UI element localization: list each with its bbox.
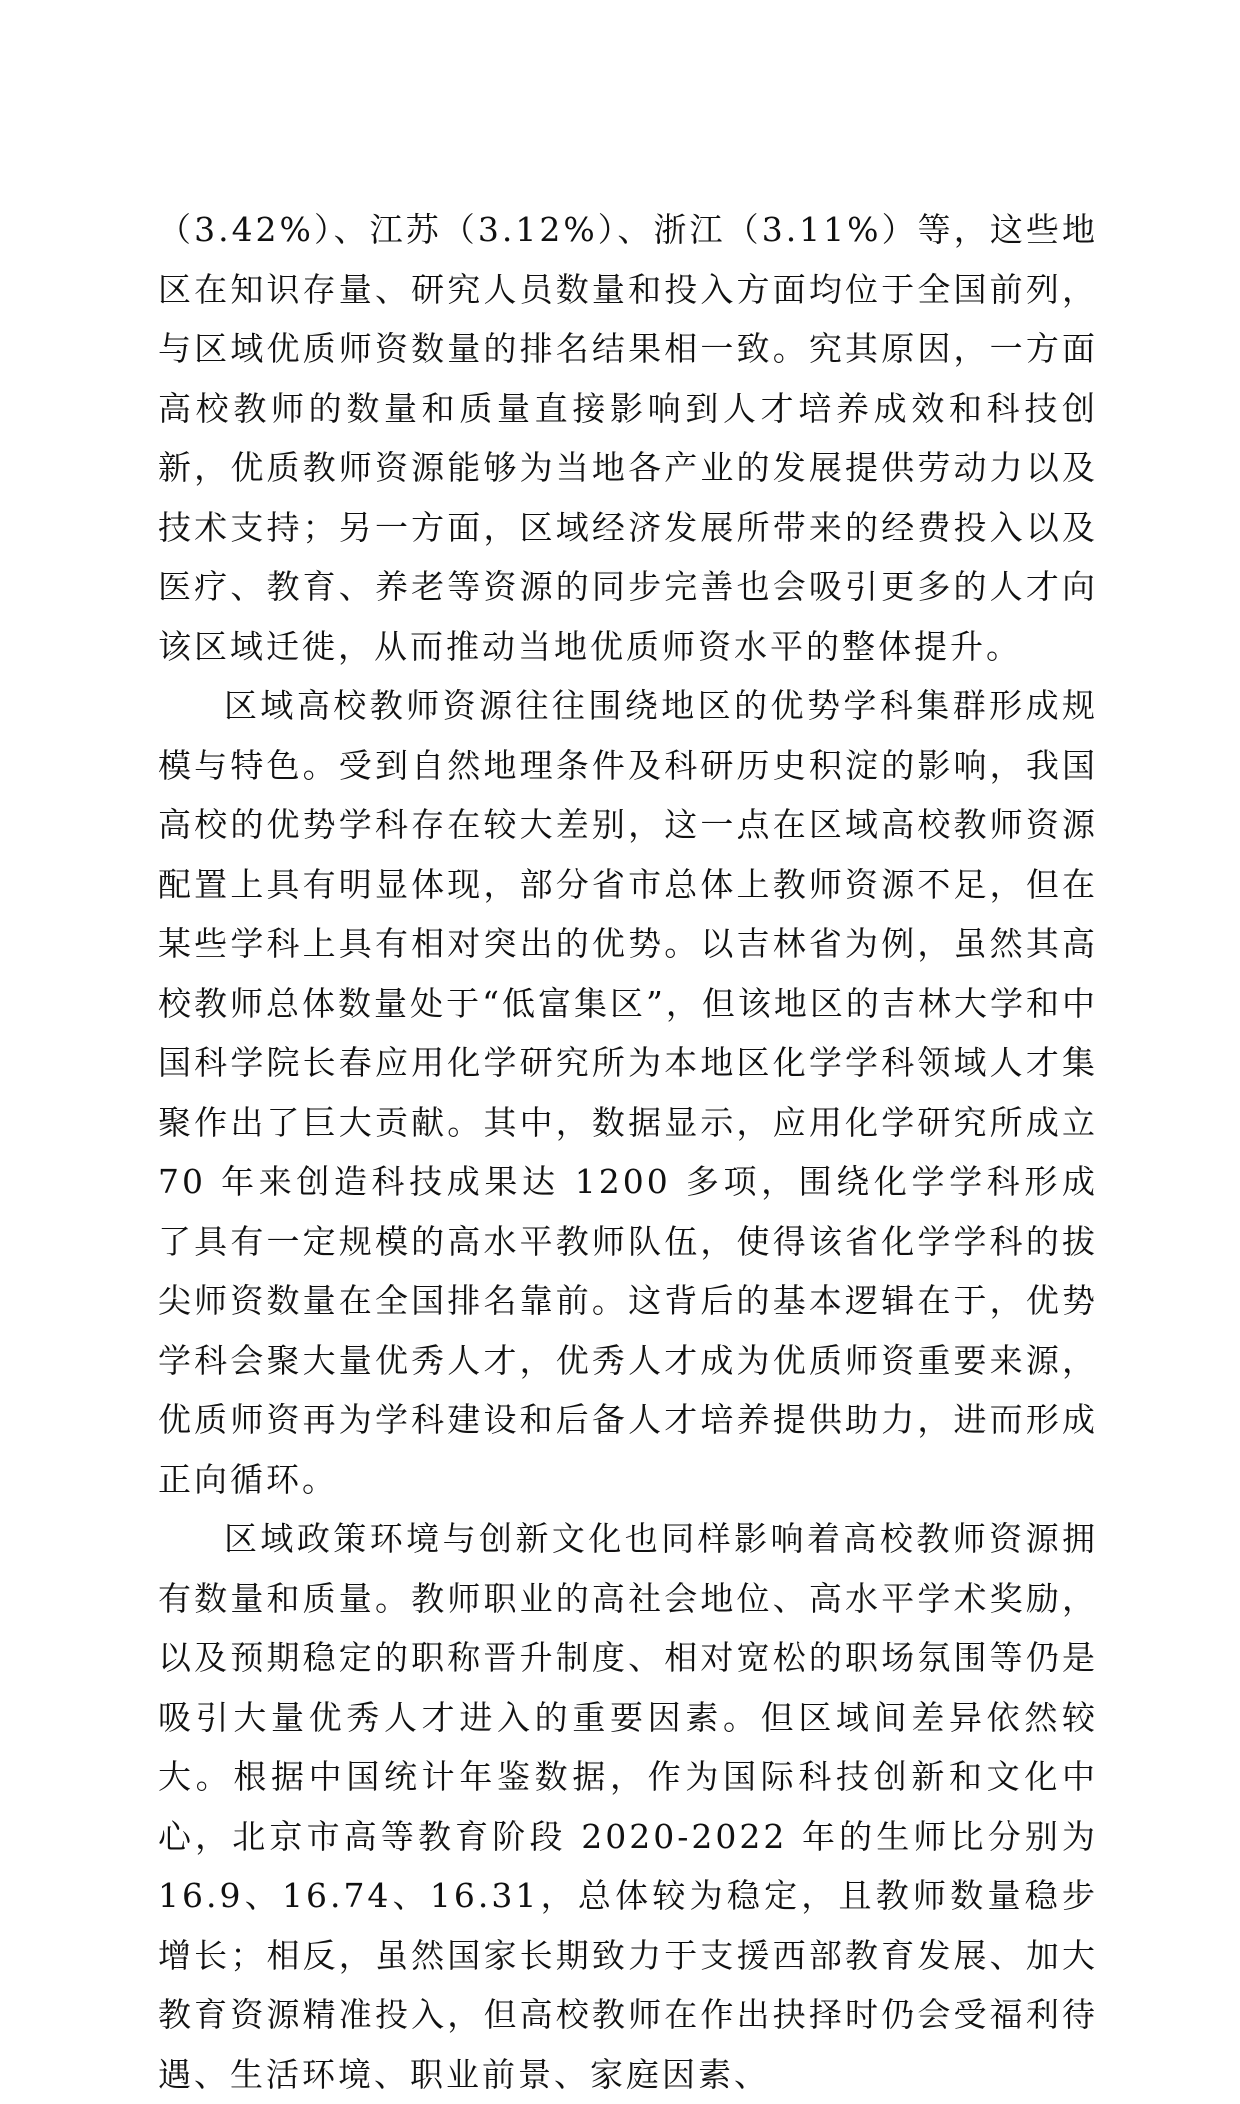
paragraph-continuation: （3.42%）、江苏（3.12%）、浙江（3.11%）等，这些地区在知识存量、研究人员数量和投入方面均位于全国前列，与区域优质师资数量的排名结果相一致。究其原因，一方面高校教师的数量和质量直接影响到人才培养成效和科技创新，优质教师资源能够为当地各产业的发展提供劳动力以及技术支持；另一方面，区域经济发展所带来的经费投入以及医疗、教育、养老等资源的同步完善也会吸引更多的人才向该区域迁徙，从而推动当地优质师资水平的整体提升。: [158, 210, 1098, 666]
body-text: [158, 200, 1098, 2104]
paragraph-advantage-disciplines: 区域高校教师资源往往围绕地区的优势学科集群形成规模与特色。受到自然地理条件及科研历史积淀的影响，我国高校的优势学科存在较大差别，这一点在区域高校教师资源配置上具有明显体现，部分省市总体上教师资源不足，但在某些学科上具有相对突出的优势。以吉林省为例，虽然其高校教师总体数量处于“低富集区”，但该地区的吉林大学和中国科学院长春应用化学研究所为本地区化学学科领域人才集聚作出了巨大贡献。其中，数据显示，应用化学研究所成立 70 年来创造科技成果达 1200 多项，围绕化学学科形成了具有一定规模的高水平教师队伍，使得该省化学学科的拔尖师资数量在全国排名靠前。这背后的基本逻辑在于，优势学科会聚大量优秀人才，优秀人才成为优质师资重要来源，优质师资再为学科建设和后备人才培养提供助力，进而形成正向循环。: [158, 686, 1098, 1499]
paragraph-policy-environment: 区域政策环境与创新文化也同样影响着高校教师资源拥有数量和质量。教师职业的高社会地位、高水平学术奖励，以及预期稳定的职称晋升制度、相对宽松的职场氛围等仍是吸引大量优秀人才进入的重要因素。但区域间差异依然较大。根据中国统计年鉴数据，作为国际科技创新和文化中心，北京市高等教育阶段 2020-2022 年的生师比分别为 16.9、16.74、16.31，总体较为稳定，且教师数量稳步增长；相反，虽然国家长期致力于支援西部教育发展、加大教育资源精准投入，但高校教师在作出抉择时仍会受福利待遇、生活环境、职业前景、家庭因素、: [158, 1519, 1098, 2094]
